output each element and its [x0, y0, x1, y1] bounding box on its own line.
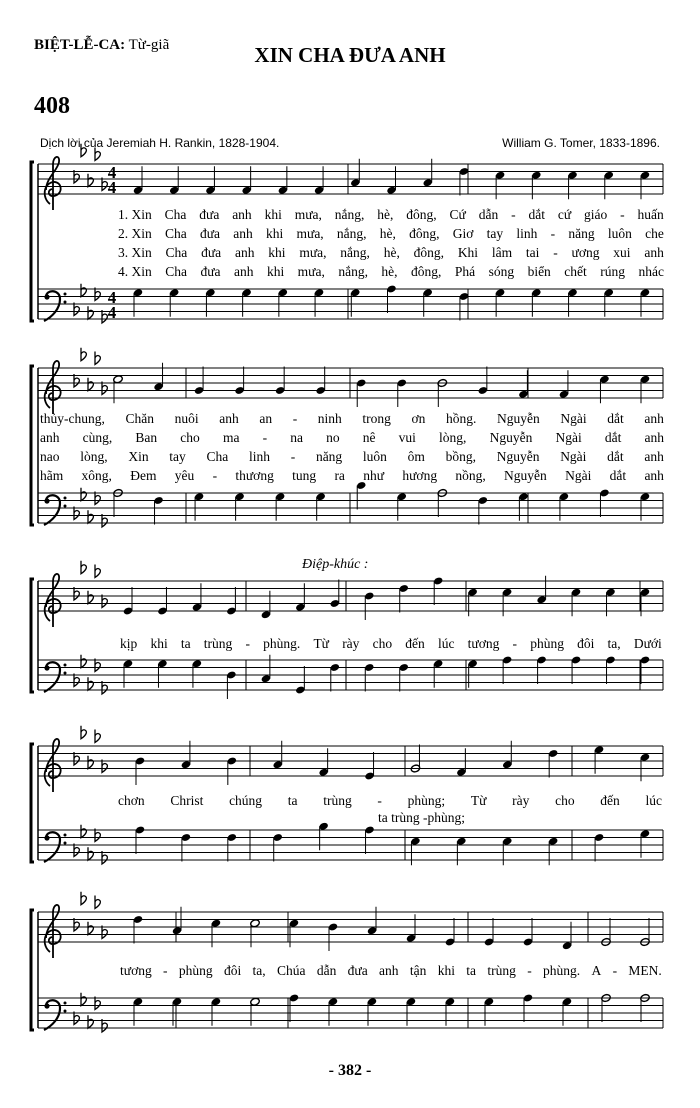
treble-staff: [38, 746, 663, 776]
lyric-syllable: năng: [315, 449, 343, 464]
page-number: - 382 -: [328, 1062, 372, 1079]
lyric-syllable: che: [645, 226, 664, 241]
lyric-syllable: tai: [525, 245, 540, 260]
lyric-syllable: khi: [266, 264, 285, 279]
lyric-syllable: hãm: [40, 468, 64, 483]
flat-icon: [81, 825, 86, 838]
verse-3-line: [40, 449, 664, 465]
lyric-syllable: đông,: [409, 226, 440, 241]
lyric-syllable: đưa: [199, 226, 221, 241]
lyric-syllable: hương: [402, 468, 438, 483]
flat-icon: [95, 896, 100, 909]
lyric-syllable: kịp: [120, 636, 138, 651]
lyric-syllable: anh: [234, 245, 255, 260]
lyric-syllable: đôi: [577, 636, 595, 651]
lyric-syllable: cùng,: [82, 430, 113, 445]
lyric-syllable: Đem: [130, 468, 157, 483]
flat-icon: [88, 378, 93, 391]
lyric-syllable: xông,: [81, 468, 112, 483]
time-signature: 4: [107, 163, 117, 182]
lyric-syllable: Cha: [165, 245, 188, 260]
flat-icon: [81, 892, 86, 905]
lyric-syllable: tay: [169, 449, 186, 464]
lyric-syllable: chúng: [229, 793, 263, 808]
lyric-syllable: đông,: [413, 245, 445, 260]
flat-icon: [81, 726, 86, 739]
lyric-syllable: an: [259, 411, 273, 426]
lyric-syllable: linh: [248, 449, 270, 464]
lyric-syllable: 2. Xin: [118, 226, 152, 241]
lyric-syllable: đưa: [347, 963, 368, 978]
lyric-syllable: đưa: [200, 264, 221, 279]
flat-icon: [88, 756, 93, 769]
flat-icon: [88, 306, 93, 319]
lyric-syllable: khi: [437, 963, 455, 978]
lyric-syllable: Nguyễn: [504, 468, 547, 483]
lyric-syllable: dắt: [528, 207, 545, 222]
lyric-syllable: dắt: [604, 430, 622, 445]
lyric-syllable: -: [620, 207, 625, 222]
flat-icon: [81, 284, 86, 297]
lyric-syllable: lòng,: [439, 430, 467, 445]
lyric-syllable: lúc: [645, 793, 662, 808]
treble-clef-icon: [45, 574, 61, 627]
lyric-syllable: phùng;: [407, 793, 446, 808]
lyric-syllable: anh: [219, 411, 239, 426]
lyric-syllable: hè,: [381, 264, 398, 279]
lyric-syllable: Cha: [206, 449, 229, 464]
lyric-syllable: nê: [362, 430, 376, 445]
lyric-syllable: sóng: [488, 264, 515, 279]
lyric-syllable: dắt: [607, 411, 624, 426]
refrain-lyric-line: [120, 636, 662, 652]
flat-icon: [95, 730, 100, 743]
bass-clef-icon: [44, 291, 67, 321]
lyric-syllable: khi: [150, 636, 168, 651]
lyric-syllable: Ngài: [565, 468, 592, 483]
lyric-syllable: Cứ: [449, 207, 466, 222]
lyric-syllable: dắt: [609, 468, 627, 483]
lyric-syllable: ta: [180, 636, 191, 651]
lyric-syllable: tương: [120, 963, 152, 978]
lyric-syllable: đông,: [406, 207, 437, 222]
lyric-syllable: chơn: [118, 793, 145, 808]
lyric-syllable: giáo: [584, 207, 608, 222]
lyric-syllable: -: [212, 468, 218, 483]
bass-clef-icon: [44, 662, 67, 692]
lyric-syllable: đến: [405, 636, 425, 651]
lyric-syllable: -: [377, 793, 382, 808]
lyric-syllable: Cha: [165, 264, 187, 279]
flat-icon: [88, 922, 93, 935]
verse-1-line: [40, 411, 664, 427]
lyric-syllable: rày: [512, 793, 530, 808]
flat-icon: [81, 561, 86, 574]
lyric-syllable: phùng: [530, 636, 564, 651]
lyric-syllable: ma: [222, 430, 240, 445]
lyric-syllable: dẫn: [316, 963, 337, 978]
lyric-syllable: mưa,: [294, 207, 322, 222]
lyric-syllable: anh: [644, 430, 664, 445]
flat-icon: [95, 148, 100, 161]
lyric-syllable: Từ: [313, 636, 330, 651]
lyric-syllable: hồng.: [446, 411, 477, 426]
lyric-syllable: nắng,: [336, 226, 367, 241]
lyric-syllable: -: [292, 411, 298, 426]
lyric-syllable: Ngài: [560, 449, 587, 464]
lyric-syllable: đến: [600, 793, 620, 808]
flat-icon: [81, 144, 86, 157]
lyric-syllable: ta: [287, 793, 298, 808]
verse-2-line: [40, 430, 664, 446]
lyric-syllable: -: [512, 636, 518, 651]
flat-icon: [95, 352, 100, 365]
flat-icon: [88, 1015, 93, 1028]
lyric-syllable: ta,: [252, 963, 266, 978]
lyric-syllable: rúng: [600, 264, 625, 279]
lyric-syllable: -: [612, 963, 618, 978]
lyric-syllable: biển: [527, 264, 551, 279]
lyric-syllable: -: [163, 963, 168, 978]
time-signature: 4: [107, 288, 117, 307]
lyric-syllable: 4. Xin: [118, 264, 152, 279]
lyric-syllable: Xin: [128, 449, 149, 464]
flat-icon: [88, 677, 93, 690]
lyric-syllable: ra: [334, 468, 345, 483]
alto-lyric: ta trùng -phùng;: [378, 810, 465, 825]
lyric-syllable: khi: [266, 226, 284, 241]
lyric-syllable: no: [326, 430, 340, 445]
lyric-syllable: linh: [516, 226, 538, 241]
lyric-syllable: thủy-chung,: [40, 411, 105, 426]
treble-clef-icon: [45, 157, 61, 210]
lyric-syllable: khi: [268, 245, 286, 260]
treble-clef-icon: [45, 739, 61, 792]
lyric-syllable: phùng.: [263, 636, 301, 651]
bass-clef-icon: [44, 832, 67, 862]
lyric-syllable: -: [553, 245, 558, 260]
lyric-syllable: mưa,: [296, 226, 324, 241]
flat-icon: [81, 488, 86, 501]
lyric-syllable: luôn: [362, 449, 387, 464]
lyric-syllable: mưa,: [297, 264, 325, 279]
lyric-syllable: trùng: [203, 636, 233, 651]
lyric-syllable: nắng,: [338, 264, 368, 279]
lyric-syllable: anh: [644, 411, 664, 426]
lyric-syllable: Ngài: [555, 430, 582, 445]
lyric-syllable: phùng: [178, 963, 213, 978]
lyric-syllable: đông,: [411, 264, 442, 279]
bass-clef-icon: [44, 495, 67, 525]
lyric-syllable: nắng,: [334, 207, 365, 222]
lyric-syllable: anh: [644, 449, 664, 464]
lyric-syllable: cứ: [557, 207, 572, 222]
lyric-syllable: anh: [644, 245, 664, 260]
lyric-syllable: Dưới: [633, 636, 662, 651]
lyric-syllable: đưa: [199, 207, 220, 222]
hymn-title: XIN CHA ĐƯA ANH: [254, 43, 446, 67]
lyricist-credit: Dịch lời của Jeremiah H. Rankin, 1828-1904.: [40, 136, 280, 150]
bass-staff: [38, 830, 663, 860]
lyric-syllable: bồng,: [445, 449, 476, 464]
lyric-syllable: MEN.: [628, 963, 662, 978]
lyric-syllable: yêu: [174, 468, 195, 483]
lyric-syllable: -: [245, 636, 250, 651]
composer-credit: William G. Tomer, 1833-1896.: [502, 136, 660, 150]
flat-icon: [95, 565, 100, 578]
lyric-syllable: Ngài: [560, 411, 587, 426]
lyric-syllable: ương: [571, 245, 600, 260]
lyric-syllable: ninh: [317, 411, 342, 426]
lyric-syllable: lâm: [491, 245, 513, 260]
lyric-syllable: anh: [644, 468, 664, 483]
lyric-syllable: vui: [398, 430, 416, 445]
lyric-syllable: nhác: [638, 264, 664, 279]
time-signature: 4: [107, 303, 117, 322]
lyric-syllable: -: [290, 449, 296, 464]
treble-staff: [38, 912, 663, 942]
lyric-syllable: tay: [486, 226, 504, 241]
treble-clef-icon: [45, 905, 61, 958]
lyric-syllable: chết: [564, 264, 587, 279]
flat-icon: [81, 348, 86, 361]
lyric-syllable: anh: [379, 963, 399, 978]
lyric-syllable: hè,: [383, 245, 400, 260]
lyric-syllable: tung: [292, 468, 317, 483]
lyric-syllable: 3. Xin: [118, 245, 152, 260]
lyric-syllable: rày: [342, 636, 360, 651]
lyric-syllable: dẫn: [478, 207, 499, 222]
lyric-syllable: -: [527, 963, 532, 978]
lyric-syllable: luôn: [607, 226, 632, 241]
lyric-syllable: cho: [372, 636, 393, 651]
category-value: Từ-giã: [128, 37, 170, 53]
lyric-syllable: nắng,: [340, 245, 370, 260]
lyric-syllable: Nguyễn: [489, 430, 533, 445]
lyric-syllable: nồng,: [455, 468, 486, 483]
lyric-syllable: như: [363, 468, 385, 483]
lyric-syllable: -: [262, 430, 268, 445]
verse-4-line: [40, 468, 664, 484]
refrain-lyric-line: [118, 793, 662, 809]
lyric-syllable: dắt: [607, 449, 624, 464]
hymn-number: 408: [34, 93, 70, 119]
lyric-syllable: khi: [264, 207, 282, 222]
refrain-label: Điệp-khúc :: [302, 557, 369, 572]
lyric-syllable: năng: [568, 226, 595, 241]
treble-clef-icon: [45, 361, 61, 414]
flat-icon: [81, 655, 86, 668]
lyric-syllable: Chăn: [125, 411, 154, 426]
lyric-syllable: Khi: [457, 245, 479, 260]
lyric-syllable: tận: [409, 963, 427, 978]
lyric-syllable: hè,: [379, 226, 396, 241]
time-signature: 4: [107, 178, 117, 197]
lyric-syllable: ôm: [407, 449, 425, 464]
category-name: BIỆT-LỄ-CA:: [34, 37, 126, 53]
lyric-syllable: đưa: [201, 245, 222, 260]
lyric-syllable: na: [290, 430, 303, 445]
lyric-syllable: anh: [233, 264, 254, 279]
lyric-syllable: Phá: [454, 264, 476, 279]
lyric-syllable: anh: [232, 207, 252, 222]
verse-4-line: [118, 264, 664, 280]
lyric-syllable: ơn: [411, 411, 426, 426]
lyric-syllable: nao: [40, 449, 60, 464]
lyric-syllable: cho: [555, 793, 575, 808]
lyric-syllable: nuôi: [174, 411, 199, 426]
lyric-syllable: anh: [40, 430, 60, 445]
lyric-syllable: lúc: [437, 636, 455, 651]
lyric-syllable: Nguyễn: [497, 411, 540, 426]
lyric-syllable: -: [511, 207, 516, 222]
flat-icon: [88, 174, 93, 187]
lyric-syllable: 1. Xin: [118, 207, 152, 222]
lyric-syllable: tương: [467, 636, 500, 651]
flat-icon: [88, 591, 93, 604]
lyric-syllable: cho: [180, 430, 200, 445]
lyric-syllable: -: [550, 226, 556, 241]
lyric-syllable: phùng.: [543, 963, 581, 978]
lyric-syllable: huấn: [637, 207, 664, 222]
lyric-syllable: mưa,: [299, 245, 327, 260]
lyric-syllable: Ban: [135, 430, 158, 445]
bass-clef-icon: [44, 1000, 67, 1030]
flat-icon: [88, 510, 93, 523]
lyric-syllable: thương: [235, 468, 274, 483]
lyric-syllable: hè,: [377, 207, 394, 222]
lyric-syllable: ta: [466, 963, 477, 978]
lyric-syllable: lòng,: [80, 449, 108, 464]
lyric-syllable: A: [591, 963, 602, 978]
verse-1-line: [118, 207, 664, 223]
lyric-syllable: Christ: [170, 793, 204, 808]
final-lyric-line: [120, 963, 662, 979]
flat-icon: [88, 847, 93, 860]
lyric-syllable: Cha: [164, 226, 187, 241]
flat-icon: [81, 993, 86, 1006]
lyric-syllable: Từ: [470, 793, 487, 808]
lyric-syllable: Chúa: [277, 963, 306, 978]
treble-staff: [38, 164, 663, 194]
verse-3-line: [118, 245, 664, 261]
lyric-syllable: Giơ: [452, 226, 474, 241]
lyric-syllable: ta,: [607, 636, 621, 651]
lyric-syllable: Cha: [164, 207, 187, 222]
lyric-syllable: đôi: [223, 963, 242, 978]
lyric-syllable: Nguyễn: [496, 449, 540, 464]
lyric-syllable: xui: [613, 245, 631, 260]
verse-2-line: [118, 226, 664, 242]
lyric-syllable: trùng: [487, 963, 516, 978]
lyric-syllable: anh: [233, 226, 253, 241]
lyric-syllable: trùng: [323, 793, 352, 808]
lyric-syllable: trong: [362, 411, 391, 426]
